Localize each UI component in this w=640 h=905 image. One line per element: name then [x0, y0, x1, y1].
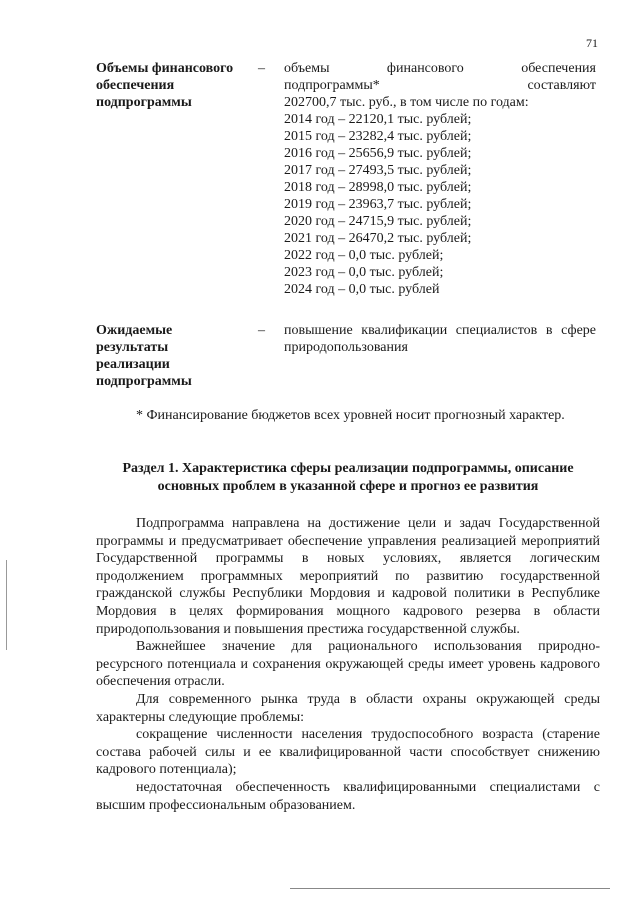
results-row — [96, 322, 596, 390]
results-value: повышение квалификации специалистов в сфере природопользования — [284, 323, 596, 355]
section-body — [96, 515, 600, 814]
financing-year: 2018 год – 28998,0 тыс. рублей; — [284, 180, 472, 195]
paragraph: недостаточная обеспеченность квалифицированными специалистами с высшим профессиональным образованием. — [96, 779, 600, 813]
financing-line: 202700,7 тыс. руб., в том числе по годам: — [284, 95, 529, 110]
financing-label — [96, 60, 258, 298]
section-heading: Раздел 1. Характеристика сферы реализации подпрограммы, описание основных проблем в указанной сфере и прогноз ее развития — [122, 461, 574, 494]
paragraph: сокращение численности населения трудоспособного возраста (старение состава рабочей силы и ее квалифицированной части способствует снижению кадрового потенциала); — [96, 727, 600, 778]
footnote-text: * Финансирование бюджетов всех уровней носит прогнозный характер. — [136, 408, 565, 423]
financing-dash: – — [258, 61, 265, 76]
financing-year: 2023 год – 0,0 тыс. рублей; — [284, 265, 444, 280]
financing-year: 2022 год – 0,0 тыс. рублей; — [284, 248, 444, 263]
financing-year: 2019 год – 23963,7 тыс. рублей; — [284, 197, 472, 212]
financing-line: объемы финансового обеспечения — [284, 61, 596, 76]
results-label-line: результаты — [96, 340, 169, 355]
paragraph: Для современного рынка труда в области охраны окружающей среды характерны следующие проблемы: — [96, 691, 600, 725]
results-label-line: Ожидаемые — [96, 323, 173, 338]
financing-value — [284, 60, 596, 298]
page-number: 71 — [586, 36, 598, 50]
financing-year: 2017 год – 27493,5 тыс. рублей; — [284, 163, 472, 178]
paragraph: Подпрограмма направлена на достижение цели и задач Государственной программы и предусматривает обеспечение управления реализацией мероприятий Государственной программы в новых условиях, является логическим продолжением программных мероприятий по развитию государственной гражданской службы Республики Мордовия и кадровой политики в Республике Мордовия в целях формирования мощного кадрового резерва в области природопользования и повышения престижа государственной службы. — [96, 516, 600, 637]
results-dash: – — [258, 323, 265, 338]
financing-line: подпрограммы* составляют — [284, 78, 596, 93]
paragraph: Важнейшее значение для рационального использования природно-ресурсного потенциала и сохранения окружающей среды имеет уровень кадрового обеспечения отрасли. — [96, 639, 600, 690]
financing-year: 2014 год – 22120,1 тыс. рублей; — [284, 112, 472, 127]
footnote — [96, 407, 600, 425]
financing-year: 2020 год – 24715,9 тыс. рублей; — [284, 214, 472, 229]
financing-year: 2021 год – 26470,2 тыс. рублей; — [284, 231, 472, 246]
scan-edge-mark — [6, 560, 7, 650]
financing-label-line: подпрограммы — [96, 95, 192, 110]
financing-year: 2015 год – 23282,4 тыс. рублей; — [284, 129, 472, 144]
financing-year: 2024 год – 0,0 тыс. рублей — [284, 282, 440, 297]
financing-year: 2016 год – 25656,9 тыс. рублей; — [284, 146, 472, 161]
results-label-line: подпрограммы — [96, 374, 192, 389]
results-label — [96, 322, 258, 390]
results-label-line: реализации — [96, 357, 170, 372]
financing-label-line: обеспечения — [96, 78, 175, 93]
financing-label-line: Объемы финансового — [96, 61, 234, 76]
financing-row — [96, 60, 596, 298]
bottom-rule — [290, 888, 610, 889]
